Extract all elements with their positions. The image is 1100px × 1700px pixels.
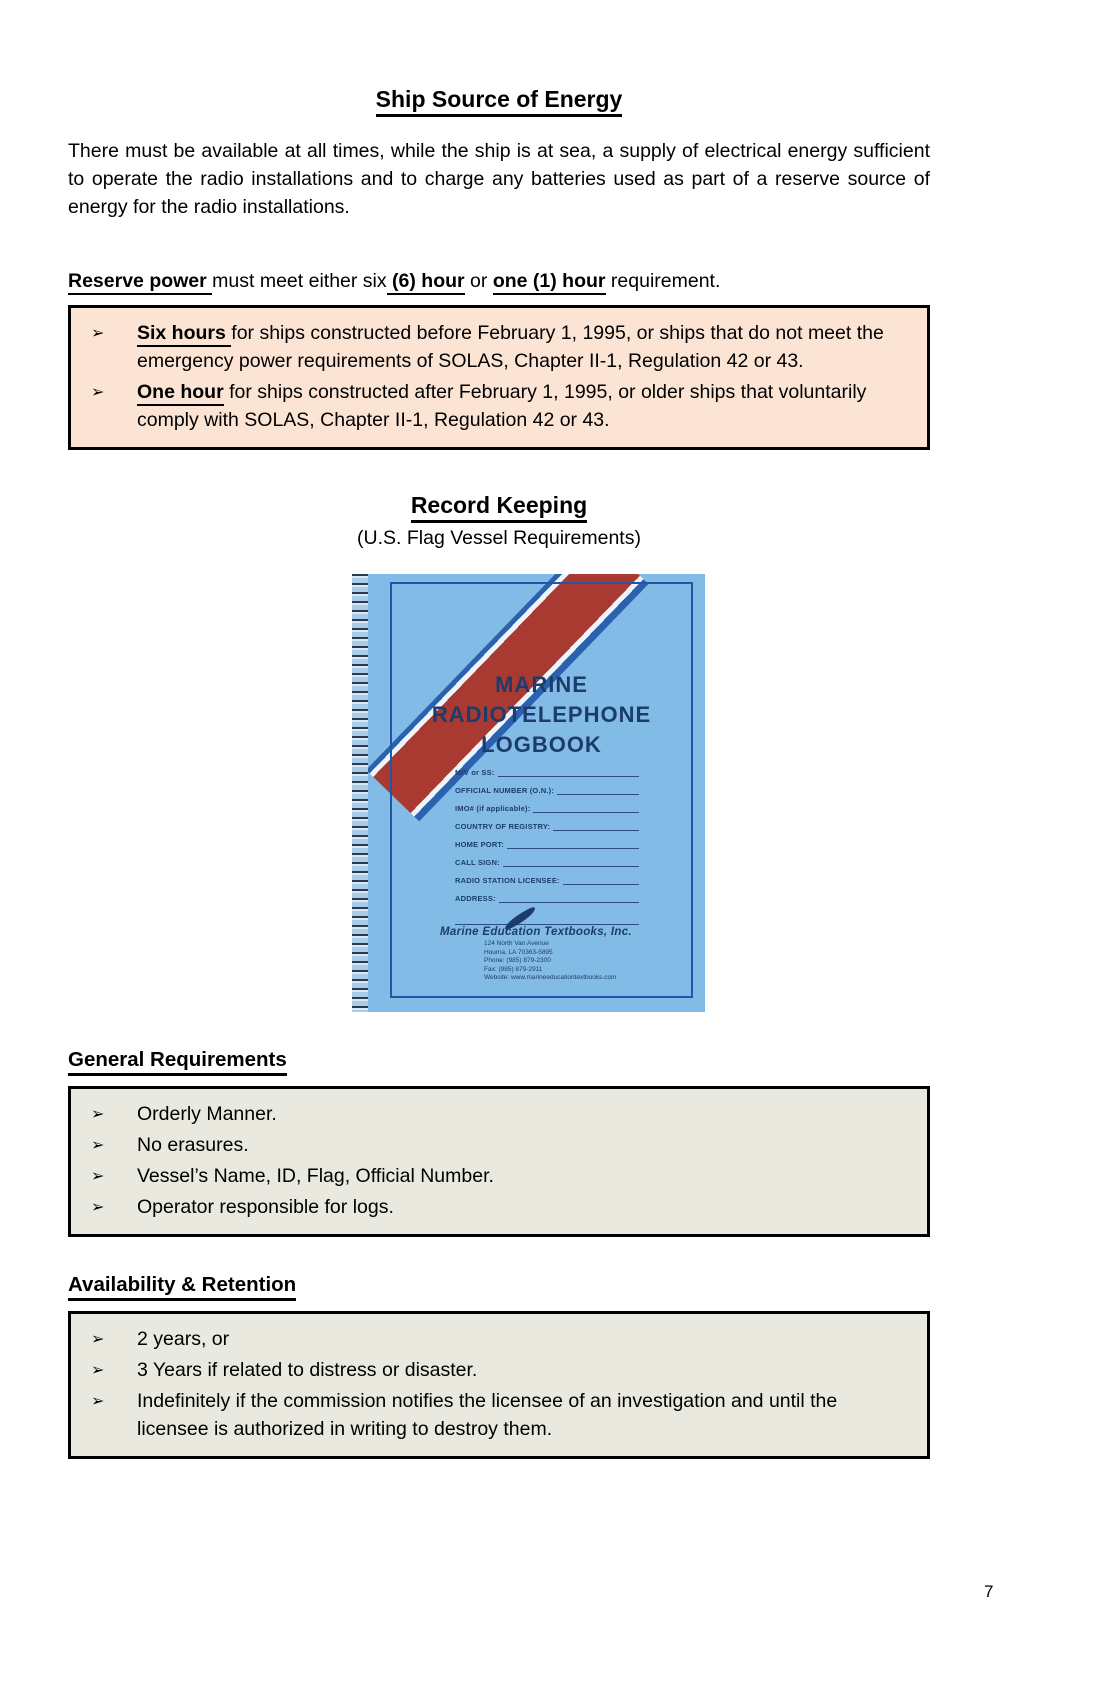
availability-retention-heading-text: Availability & Retention (68, 1273, 296, 1301)
logbook-title (390, 670, 693, 760)
availability-retention-box (68, 1311, 930, 1459)
form-field-row (455, 804, 639, 813)
form-field-row (455, 786, 639, 795)
address-line: 124 North Van Avenue (484, 940, 549, 947)
bullet-item (83, 1325, 913, 1353)
arrow-bullet-icon: ➢ (91, 1360, 105, 1379)
record-keeping-title-text: Record Keeping (411, 492, 587, 523)
field-label: RADIO STATION LICENSEE: (455, 876, 560, 885)
form-field-row (455, 894, 639, 903)
arrow-bullet-icon: ➢ (91, 323, 105, 342)
reserve-power-line (68, 267, 930, 295)
record-keeping-title (68, 492, 930, 523)
six-hours-lead: Six hours (137, 322, 231, 347)
logbook-cover-photo (352, 574, 705, 1012)
availability-retention-heading (68, 1273, 930, 1301)
blank-line (533, 805, 639, 813)
bullet-text: No erasures. (137, 1134, 249, 1156)
page-number: 7 (984, 1582, 994, 1601)
reserve-power-term: Reserve power (68, 270, 212, 295)
field-label: CALL SIGN: (455, 858, 500, 867)
bullet-text: Vessel’s Name, ID, Flag, Official Number. (137, 1165, 494, 1187)
bullet-text: 3 Years if related to distress or disaster. (137, 1359, 478, 1381)
logbook-title-line1: MARINE (495, 672, 588, 697)
bullet-item (83, 1100, 913, 1128)
arrow-bullet-icon: ➢ (91, 1135, 105, 1154)
page-content (68, 0, 930, 1459)
bullet-text (137, 378, 913, 434)
one-hour-rest: for ships constructed after February 1, 1995, or older ships that voluntarily comply with SOLAS, Chapter II-1, Regulation 42 or 43. (137, 381, 867, 431)
six-hour-term: (6) hour (387, 270, 465, 295)
address-line: Fax: (985) 879-2911 (484, 965, 543, 973)
blank-line (499, 895, 639, 903)
page-title-text: Ship Source of Energy (376, 86, 623, 117)
bullet-text: Orderly Manner. (137, 1103, 277, 1125)
publisher-logo (440, 926, 670, 983)
form-field-row (455, 858, 639, 867)
intro-paragraph: There must be available at all times, while the ship is at sea, a supply of electrical energy sufficient to operate the radio installations and to charge any batteries used as part of a reserve source of energy for the radio installations. (68, 140, 930, 218)
blank-line (455, 912, 639, 925)
blank-line (507, 841, 639, 849)
logbook-title-line3: LOGBOOK (481, 732, 602, 757)
form-field-row (455, 822, 639, 831)
reserve-text-3: requirement. (605, 270, 721, 292)
blank-line (557, 787, 639, 795)
bullet-item (83, 378, 913, 434)
publisher-address (484, 940, 670, 983)
address-line: Houma, LA 70363-5895 (484, 948, 553, 956)
bullet-item (83, 1193, 913, 1221)
field-label: ADDRESS: (455, 894, 496, 903)
general-requirements-box (68, 1086, 930, 1237)
bullet-item (83, 1131, 913, 1159)
bullet-item (83, 319, 913, 375)
general-requirements-heading-text: General Requirements (68, 1048, 287, 1076)
logbook-form-fields (455, 768, 639, 925)
one-hour-term: one (1) hour (493, 270, 606, 295)
bullet-item (83, 1162, 913, 1190)
record-keeping-subtitle: (U.S. Flag Vessel Requirements) (357, 527, 641, 549)
arrow-bullet-icon: ➢ (91, 1104, 105, 1123)
field-label: IMO# (if applicable): (455, 804, 531, 813)
spiral-binding (352, 574, 368, 1012)
field-label: COUNTRY OF REGISTRY: (455, 822, 551, 831)
field-label: OFFICIAL NUMBER (O.N.): (455, 786, 555, 795)
form-field-row (455, 768, 639, 777)
bullet-text: Operator responsible for logs. (137, 1196, 394, 1218)
reserve-text-1: must meet either six (212, 270, 387, 292)
reserve-text-2: or (464, 270, 493, 292)
arrow-bullet-icon: ➢ (91, 382, 105, 401)
blank-line (563, 877, 639, 885)
field-label: HOME PORT: (455, 840, 505, 849)
arrow-bullet-icon: ➢ (91, 1329, 105, 1348)
blank-line (498, 769, 639, 777)
address-line: Phone: (985) 879-2300 (484, 957, 551, 965)
one-hour-lead: One hour (137, 381, 224, 406)
form-field-row (455, 840, 639, 849)
arrow-bullet-icon: ➢ (91, 1166, 105, 1185)
page-title (68, 86, 930, 117)
bullet-text (137, 319, 913, 375)
field-label: M/V or SS: (455, 768, 495, 777)
general-requirements-heading (68, 1048, 930, 1076)
six-hours-rest: for ships constructed before February 1, 1995, or ships that do not meet the emergency power requirements of SOLAS, Chapter II-1, Regulation 42 or 43. (137, 322, 884, 372)
form-field-row (455, 876, 639, 885)
bullet-item (83, 1356, 913, 1384)
publisher-name: Marine Education Textbooks, Inc. (440, 926, 632, 938)
arrow-bullet-icon: ➢ (91, 1197, 105, 1216)
blank-line (553, 823, 639, 831)
bullet-text: 2 years, or (137, 1328, 230, 1350)
blank-line (503, 859, 639, 867)
bullet-text: Indefinitely if the commission notifies the licensee of an investigation and until the licensee is authorized in writing to destroy them. (137, 1390, 838, 1440)
bullet-item (83, 1387, 913, 1443)
address-line: Website: www.marineeducationtextbooks.com (484, 974, 617, 982)
arrow-bullet-icon: ➢ (91, 1391, 105, 1410)
reserve-requirements-box (68, 305, 930, 450)
logbook-title-line2: RADIOTELEPHONE (431, 702, 652, 727)
